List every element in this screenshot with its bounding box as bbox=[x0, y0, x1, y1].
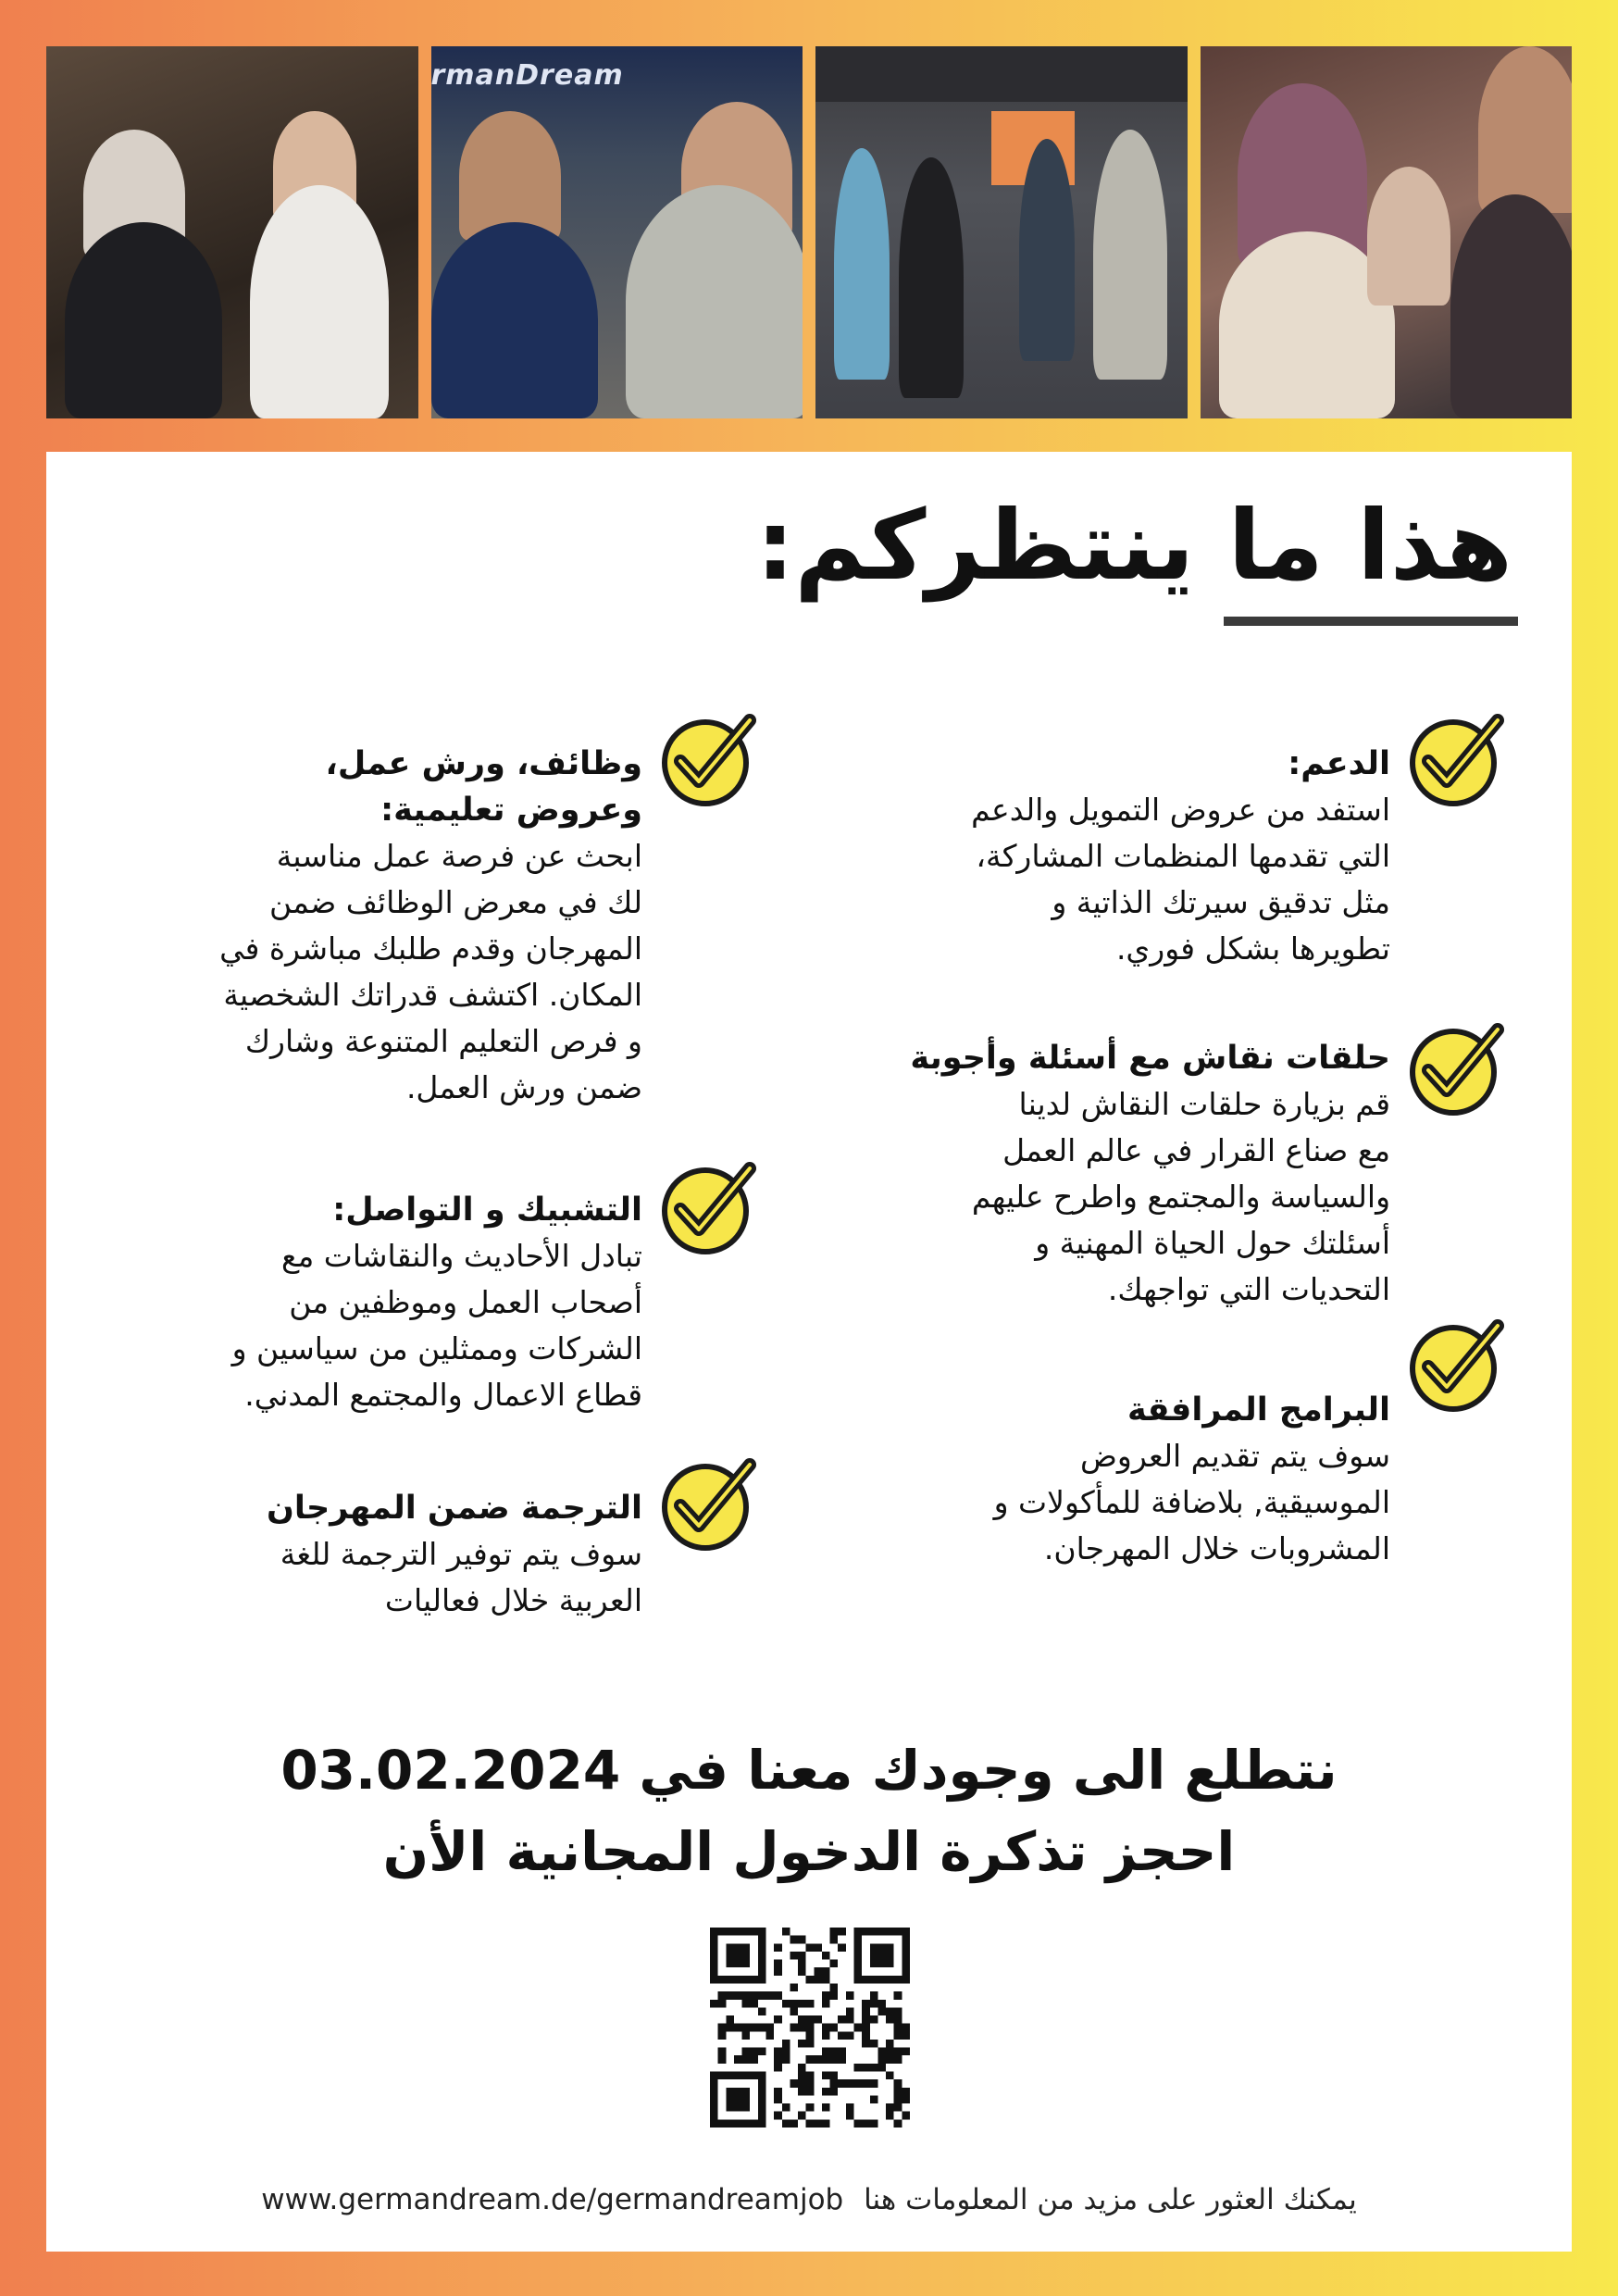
exhibition-hall-photo bbox=[815, 46, 1188, 418]
photo-strip bbox=[46, 46, 1572, 418]
translation-section bbox=[68, 1485, 642, 1624]
panels-line: والسياسة والمجتمع واطرح عليهم bbox=[971, 1179, 1390, 1215]
checkmark-circle-icon bbox=[657, 707, 759, 809]
programs-line: سوف يتم تقديم العروض bbox=[1079, 1438, 1390, 1474]
programs-section bbox=[816, 1387, 1390, 1572]
jobs-line: ابحث عن فرصة عمل مناسبة bbox=[276, 838, 642, 874]
programs-line: المشروبات خلال المهرجان. bbox=[1043, 1530, 1390, 1566]
checkmark-circle-icon bbox=[1405, 1017, 1507, 1118]
translation-title: الترجمة ضمن المهرجان bbox=[267, 1490, 642, 1527]
jobs-line: ضمن ورش العمل. bbox=[405, 1069, 642, 1105]
panels-line: مع صناع القرار في عالم العمل bbox=[1002, 1132, 1390, 1168]
panels-section bbox=[816, 1035, 1390, 1313]
networking-title: التشبيك و التواصل: bbox=[332, 1192, 642, 1229]
checkmark-circle-icon bbox=[657, 1452, 759, 1554]
panels-line: أسئلتك حول الحياة المهنية و bbox=[1035, 1225, 1390, 1261]
checkmark-circle-icon bbox=[1405, 1313, 1507, 1415]
jobs-title: وعروض تعليمية: bbox=[380, 792, 642, 829]
support-line: مثل تدقيق سيرتك الذاتية و bbox=[1052, 884, 1390, 920]
support-title: الدعم: bbox=[1288, 745, 1390, 782]
panels-line: قم بزيارة حلقات النقاش لدينا bbox=[1018, 1086, 1390, 1122]
footer-url[interactable]: www.germandream.de/germandreamjob bbox=[261, 2183, 844, 2216]
networking-line: تبادل الأحاديث والنقاشات مع bbox=[281, 1238, 642, 1274]
translation-line: العربية خلال فعاليات bbox=[384, 1582, 642, 1618]
checkmark-circle-icon bbox=[657, 1155, 759, 1257]
photo-logo-text: rmanDream bbox=[430, 59, 624, 92]
networking-section bbox=[68, 1187, 642, 1418]
jobs-line: و فرص التعليم المتنوعة وشارك bbox=[244, 1023, 642, 1059]
jobs-line: المكان. اكتشف قدراتك الشخصية bbox=[223, 977, 642, 1013]
qr-code[interactable] bbox=[710, 1928, 910, 2128]
panels-title: حلقات نقاش مع أسئلة وأجوبة bbox=[910, 1040, 1390, 1077]
title-underline bbox=[1224, 617, 1518, 626]
jobs-line: المهرجان وقدم طلبك مباشرة في bbox=[219, 930, 642, 967]
panel-discussion-photo bbox=[46, 46, 418, 418]
support-line: التي تقدمها المنظمات المشاركة، bbox=[976, 838, 1390, 874]
conversation-photo bbox=[431, 46, 803, 418]
jobs-section bbox=[68, 741, 642, 1111]
networking-line: أصحاب العمل وموظفين من bbox=[289, 1284, 642, 1320]
networking-line: الشركات وممثلين من سياسين و bbox=[231, 1330, 642, 1366]
jobs-title: وظائف، ورش عمل، bbox=[325, 745, 642, 782]
cta-ticket-line[interactable]: احجز تذكرة الدخول المجانية الأن bbox=[382, 1820, 1236, 1883]
support-line: استفد من عروض التمويل والدعم bbox=[971, 792, 1390, 828]
visitors-photo bbox=[1201, 46, 1573, 418]
page-title: هذا ما ينتظركم: bbox=[755, 489, 1512, 602]
translation-line: سوف يتم توفير الترجمة للغة bbox=[280, 1536, 642, 1572]
cta-date-line: نتطلع الى وجودك معنا في 03.02.2024 bbox=[280, 1739, 1338, 1802]
footer bbox=[46, 2183, 1572, 2216]
panels-line: التحديات التي تواجهك. bbox=[1107, 1271, 1390, 1307]
checkmark-circle-icon bbox=[1405, 707, 1507, 809]
support-line: تطويرها بشكل فوري. bbox=[1115, 930, 1390, 967]
support-section bbox=[816, 741, 1390, 972]
content-card bbox=[46, 452, 1572, 2252]
programs-title: البرامج المرافقة bbox=[1127, 1391, 1390, 1429]
programs-line: الموسيقية, بلاضافة للمأكولات و bbox=[993, 1484, 1390, 1520]
jobs-line: لك في معرض الوظائف ضمن bbox=[269, 884, 642, 920]
networking-line: قطاع الاعمال والمجتمع المدني. bbox=[244, 1377, 642, 1413]
footer-text: يمكنك العثور على مزيد من المعلومات هنا bbox=[864, 2183, 1357, 2216]
